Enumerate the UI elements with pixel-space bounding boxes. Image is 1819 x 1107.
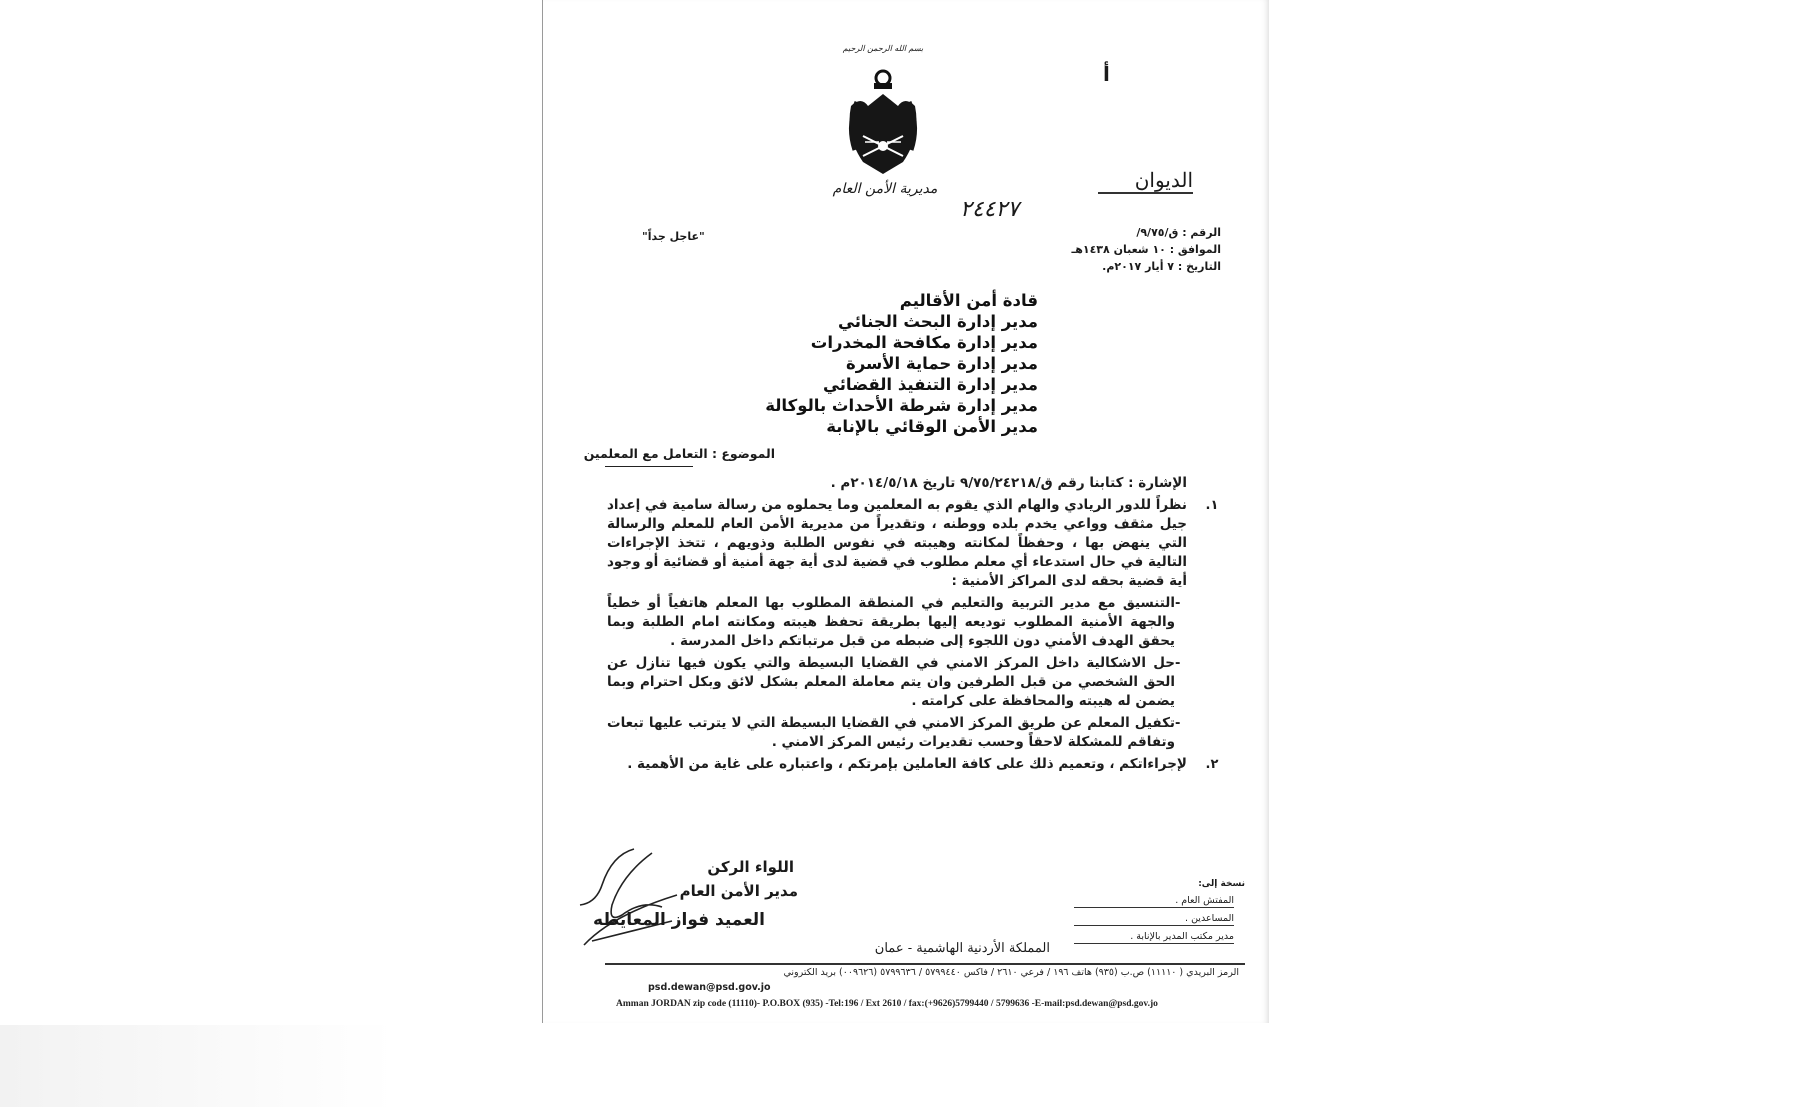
copy-to-recipient: المفتش العام . xyxy=(1074,894,1234,908)
copy-to-recipient: مدير مكتب المدير بالإنابة . xyxy=(1074,930,1234,944)
item-number: ٢. xyxy=(1205,757,1219,772)
bullet-text: حل الاشكالية داخل المركز الامني في القضايا البسيطة والتي يكون فيها تنازل عن الحق الشخصي من قبل الطرفين وان يتم معاملة المعلم بشكل لائق وبكل احترام وبما يضمن له هيبته والمحافظة على كرامته . xyxy=(607,655,1175,709)
bullet-text: التنسيق مع مدير التربية والتعليم في المنطقة المطلوب بها المعلم هاتفياً أو خطياً والجهة الأمنية المطلوب توديعه إليها بطريقة تحفظ هيبته ومكانته امام الطلبة وبما يحقق الهدف الأمني دون اللجوء إلى ضبطه من قبل مرتباتكم داخل المدرسة . xyxy=(607,595,1175,649)
public-security-emblem xyxy=(843,66,923,178)
reference-row xyxy=(607,474,1237,493)
bullet-text: تكفيل المعلم عن طريق المركز الامني في القضايا البسيطة التي لا يترتب عليها تبعات وتفاقم للمشكلة لاحقاً وحسب تقديرات رئيس المركز الامني . xyxy=(607,715,1175,750)
addressee: مدير إدارة حماية الأسرة xyxy=(846,354,1038,373)
item-text: نظراً للدور الريادي والهام الذي يقوم به المعلمين وما يحملوه من رسالة سامية في إعداد جيل مثقف وواعي يخدم بلده ووطنه ، وتقديراً من مديرية الأمن العام للمعلم والرسالة التي ينهض بها ، وحفظاً لمكانته وهيبته في نفوس الطلبة وذويهم ، تتخذ الإجراءات التالية في حال استدعاء أي معلم مطلوب في قضية لدى أية جهة أمنية أو قضائية أو وجود أية قضية بحقه لدى المراكز الأمنية : xyxy=(607,497,1187,589)
department-name: الديوان xyxy=(1098,168,1193,194)
letter-body xyxy=(607,474,1237,774)
addressee-list xyxy=(765,290,1038,437)
footer-english-contact: Amman JORDAN zip code (11110)- P.O.BOX (935) -Tel:196 / Ext 2610 / fax:(+9626)5799440 / 5799636 -E-mail:psd.dewan@psd.gov.jo xyxy=(616,999,1158,1009)
kingdom-line: المملكة الأردنية الهاشمية - عمان xyxy=(874,941,1050,956)
basmala: بسم الله الرحمن الرحيم xyxy=(842,44,924,53)
addressee: قادة أمن الأقاليم xyxy=(899,291,1038,310)
handwritten-number: ٢٤٤٢٧ xyxy=(960,197,1020,222)
emblem-caption: مديرية الأمن العام xyxy=(832,181,938,197)
footer-rule xyxy=(605,963,1245,965)
signer-rank: اللواء الركن xyxy=(707,858,794,876)
bullet-row xyxy=(607,654,1237,711)
subject-underline xyxy=(605,466,693,467)
bullet-dash: - xyxy=(1175,716,1181,731)
subject-line: الموضوع : التعامل مع المعلمين xyxy=(583,446,775,461)
copy-to-label: نسخة إلى: xyxy=(1198,879,1245,889)
scan-shadow xyxy=(0,1025,395,1107)
hijri-date: الموافق : ١٠ شعبان ١٤٣٨هـ xyxy=(1071,243,1221,256)
urgency-label: "عاجل جداً" xyxy=(642,230,705,243)
footer-email: psd.dewan@psd.gov.jo xyxy=(648,982,771,993)
item-row xyxy=(607,755,1237,774)
addressee: مدير إدارة مكافحة المخدرات xyxy=(810,333,1038,352)
addressee: مدير الأمن الوقائي بالإنابة xyxy=(826,417,1038,436)
reference-line: الإشارة : كتابنا رقم ق/٩/٧٥/٢٤٢١٨ تاريخ ٢٠١٤/٥/١٨م . xyxy=(830,475,1187,491)
footer-arabic-contact: الرمز البريدي ( ١١١١٠) ص.ب (٩٣٥) هاتف ١٩٦ / فرعي ٢٦١٠ / فاكس ٥٧٩٩٤٤٠ / ٥٧٩٩٦٣٦ (٠٠٩٦٢٦) بريد الكتروني xyxy=(783,967,1239,978)
reference-number: الرقم : ق/٩/٧٥/ xyxy=(1136,226,1221,239)
addressee: مدير إدارة البحث الجنائي xyxy=(838,312,1038,331)
signer-name: العميد فواز المعايطه xyxy=(592,910,765,930)
corner-mark: أ xyxy=(1103,62,1110,86)
copy-to-recipient: المساعدين . xyxy=(1074,912,1234,926)
bullet-row xyxy=(607,594,1237,651)
signer-title: مدير الأمن العام xyxy=(679,882,798,900)
bullet-row xyxy=(607,714,1237,752)
item-number: ١. xyxy=(1205,498,1219,513)
gregorian-date: التاريخ : ٧ أيار ٢٠١٧م. xyxy=(1102,260,1221,273)
addressee: مدير إدارة التنفيذ القضائي xyxy=(823,375,1038,394)
handwritten-signature xyxy=(572,845,682,950)
bullet-dash: - xyxy=(1175,656,1181,671)
bullet-dash: - xyxy=(1175,596,1181,611)
item-row xyxy=(607,496,1237,591)
addressee: مدير إدارة شرطة الأحداث بالوكالة xyxy=(765,396,1038,415)
item-text: لإجراءاتكم ، وتعميم ذلك على كافة العاملين بإمرتكم ، واعتباره على غاية من الأهمية . xyxy=(627,756,1187,772)
